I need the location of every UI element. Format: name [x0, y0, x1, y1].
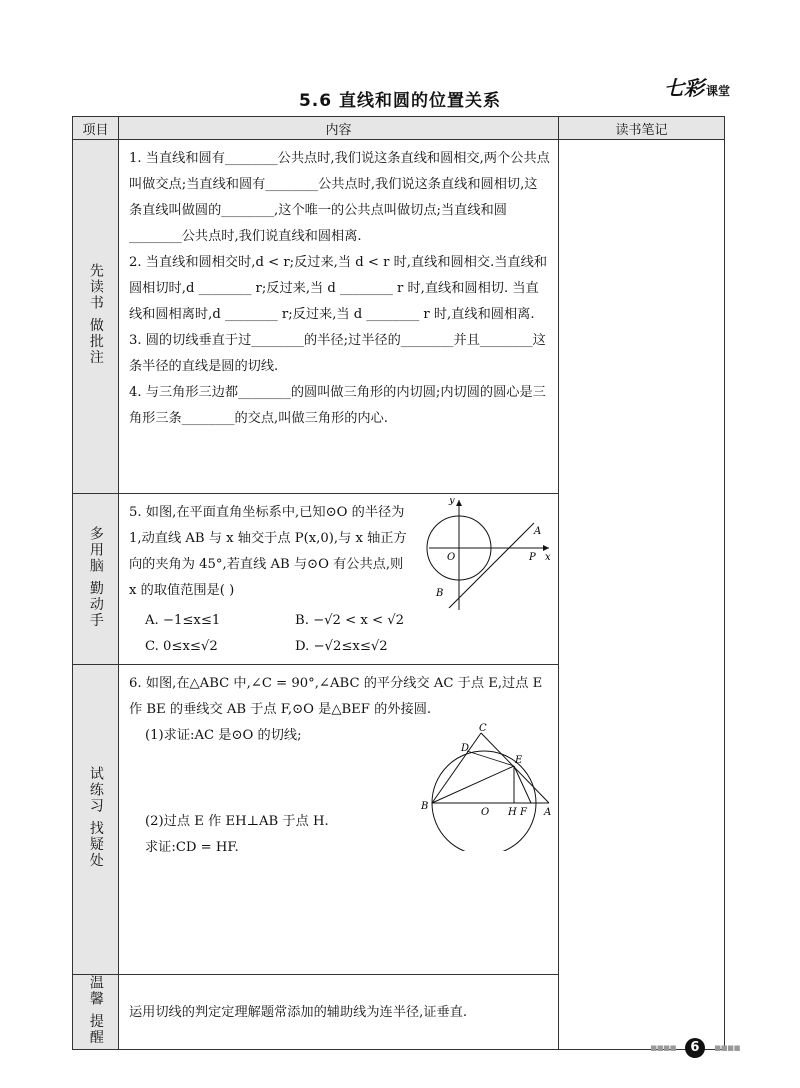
choice-a[interactable]: A. −1≤x≤1 [145, 613, 221, 628]
fig5-x-label: x [545, 552, 551, 563]
row-label-text: 先读书 做批注 [87, 263, 104, 366]
question-4: 4. 与三角形三边都________的圆叫做三角形的内切圆;内切圆的圆心是三角形三条________的交点,叫做三角形的内心. [129, 385, 546, 426]
question-5: 5. 如图,在平面直角坐标系中,已知⊙O 的半径为1,动直线 AB 与 x 轴交于点 P(x,0),与 x 轴正方向的夹角为 45°,若直线 AB 与⊙O 有公共点,则 x 的取值范围是( ) [129, 505, 407, 598]
col-header-notes: 读书笔记 [559, 117, 725, 140]
fig5-b-label: B [436, 588, 444, 599]
fig6-f-label: F [520, 807, 527, 818]
row-label [73, 494, 119, 665]
content-cell [119, 975, 559, 1050]
choice-b[interactable]: B. −√2 < x < √2 [295, 613, 405, 628]
fig6-a-label: A [544, 807, 552, 818]
row-label-text: 试练习 找疑处 [87, 766, 104, 869]
page-number: 6 [685, 1038, 705, 1058]
question-3: 3. 圆的切线垂直于过________的半径;过半径的________并且________这条半径的直线是圆的切线. [129, 333, 546, 374]
table-row [73, 140, 725, 494]
row-label [73, 975, 119, 1050]
fig6-d-label: D [461, 743, 470, 754]
choice-c[interactable]: C. 0≤x≤√2 [145, 639, 218, 654]
row-label [73, 140, 119, 494]
question-1: 1. 当直线和圆有________公共点时,我们说这条直线和圆相交,两个公共点叫做交点;当直线和圆有________公共点时,我们说这条直线和圆相切,这条直线叫做圆的________,这个唯一的公共点叫做切点;当直线和圆________公共点时,我们说直线和圆相离. [129, 151, 550, 244]
notes-column[interactable] [559, 140, 725, 1050]
fig6-b-label: B [421, 801, 429, 812]
question-6-part2b: 求证:CD = HF. [145, 840, 239, 855]
triangle-figure [419, 721, 554, 851]
fig6-c-label: C [479, 723, 487, 734]
brand-logo: 七彩 课堂 [663, 76, 730, 100]
content-cell [119, 140, 559, 494]
fig6-o-label: O [481, 807, 490, 818]
content-cell [119, 494, 559, 665]
page-number-badge: ▪▪▪▪ 6 ▪▪▪▪ [650, 1036, 740, 1058]
coordinate-figure [419, 498, 554, 613]
fig5-a-label: A [534, 526, 542, 537]
table-header-row [73, 117, 725, 140]
row-label-text: 温馨 提醒 [87, 975, 104, 1046]
fig6-h-label: H [508, 807, 517, 818]
fig5-y-label: y [449, 498, 455, 506]
choice-d[interactable]: D. −√2≤x≤√2 [295, 639, 388, 654]
question-6-part2: (2)过点 E 作 EH⊥AB 于点 H. [145, 814, 329, 829]
row-label-text: 多用脑 勤动手 [87, 525, 104, 629]
choices [145, 608, 445, 660]
content-table [72, 116, 725, 1050]
content-cell [119, 665, 559, 975]
fig5-o-label: O [447, 552, 456, 563]
question-2: 2. 当直线和圆相交时,d < r;反过来,当 d < r 时,直线和圆相交.当直线和圆相切时,d ________ r;反过来,当 d ________ r 时,直线和圆相切. 当直线和圆相离时,d ________ r;反过来,当 d ________ r 时,直线和圆相离. [129, 255, 548, 322]
fig5-p-label: P [529, 552, 536, 563]
fig6-e-label: E [515, 755, 523, 766]
col-header-item: 项目 [73, 117, 119, 140]
question-6-part1: (1)求证:AC 是⊙O 的切线; [145, 728, 302, 743]
page-title: 5.6 直线和圆的位置关系 [298, 91, 502, 111]
question-6: 6. 如图,在△ABC 中,∠C = 90°,∠ABC 的平分线交 AC 于点 E,过点 E 作 BE 的垂线交 AB 于点 F,⊙O 是△BEF 的外接圆. [129, 676, 543, 717]
col-header-content: 内容 [119, 117, 559, 140]
row-label [73, 665, 119, 975]
tip-text: 运用切线的判定定理解题常添加的辅助线为连半径,证垂直. [129, 1005, 468, 1021]
